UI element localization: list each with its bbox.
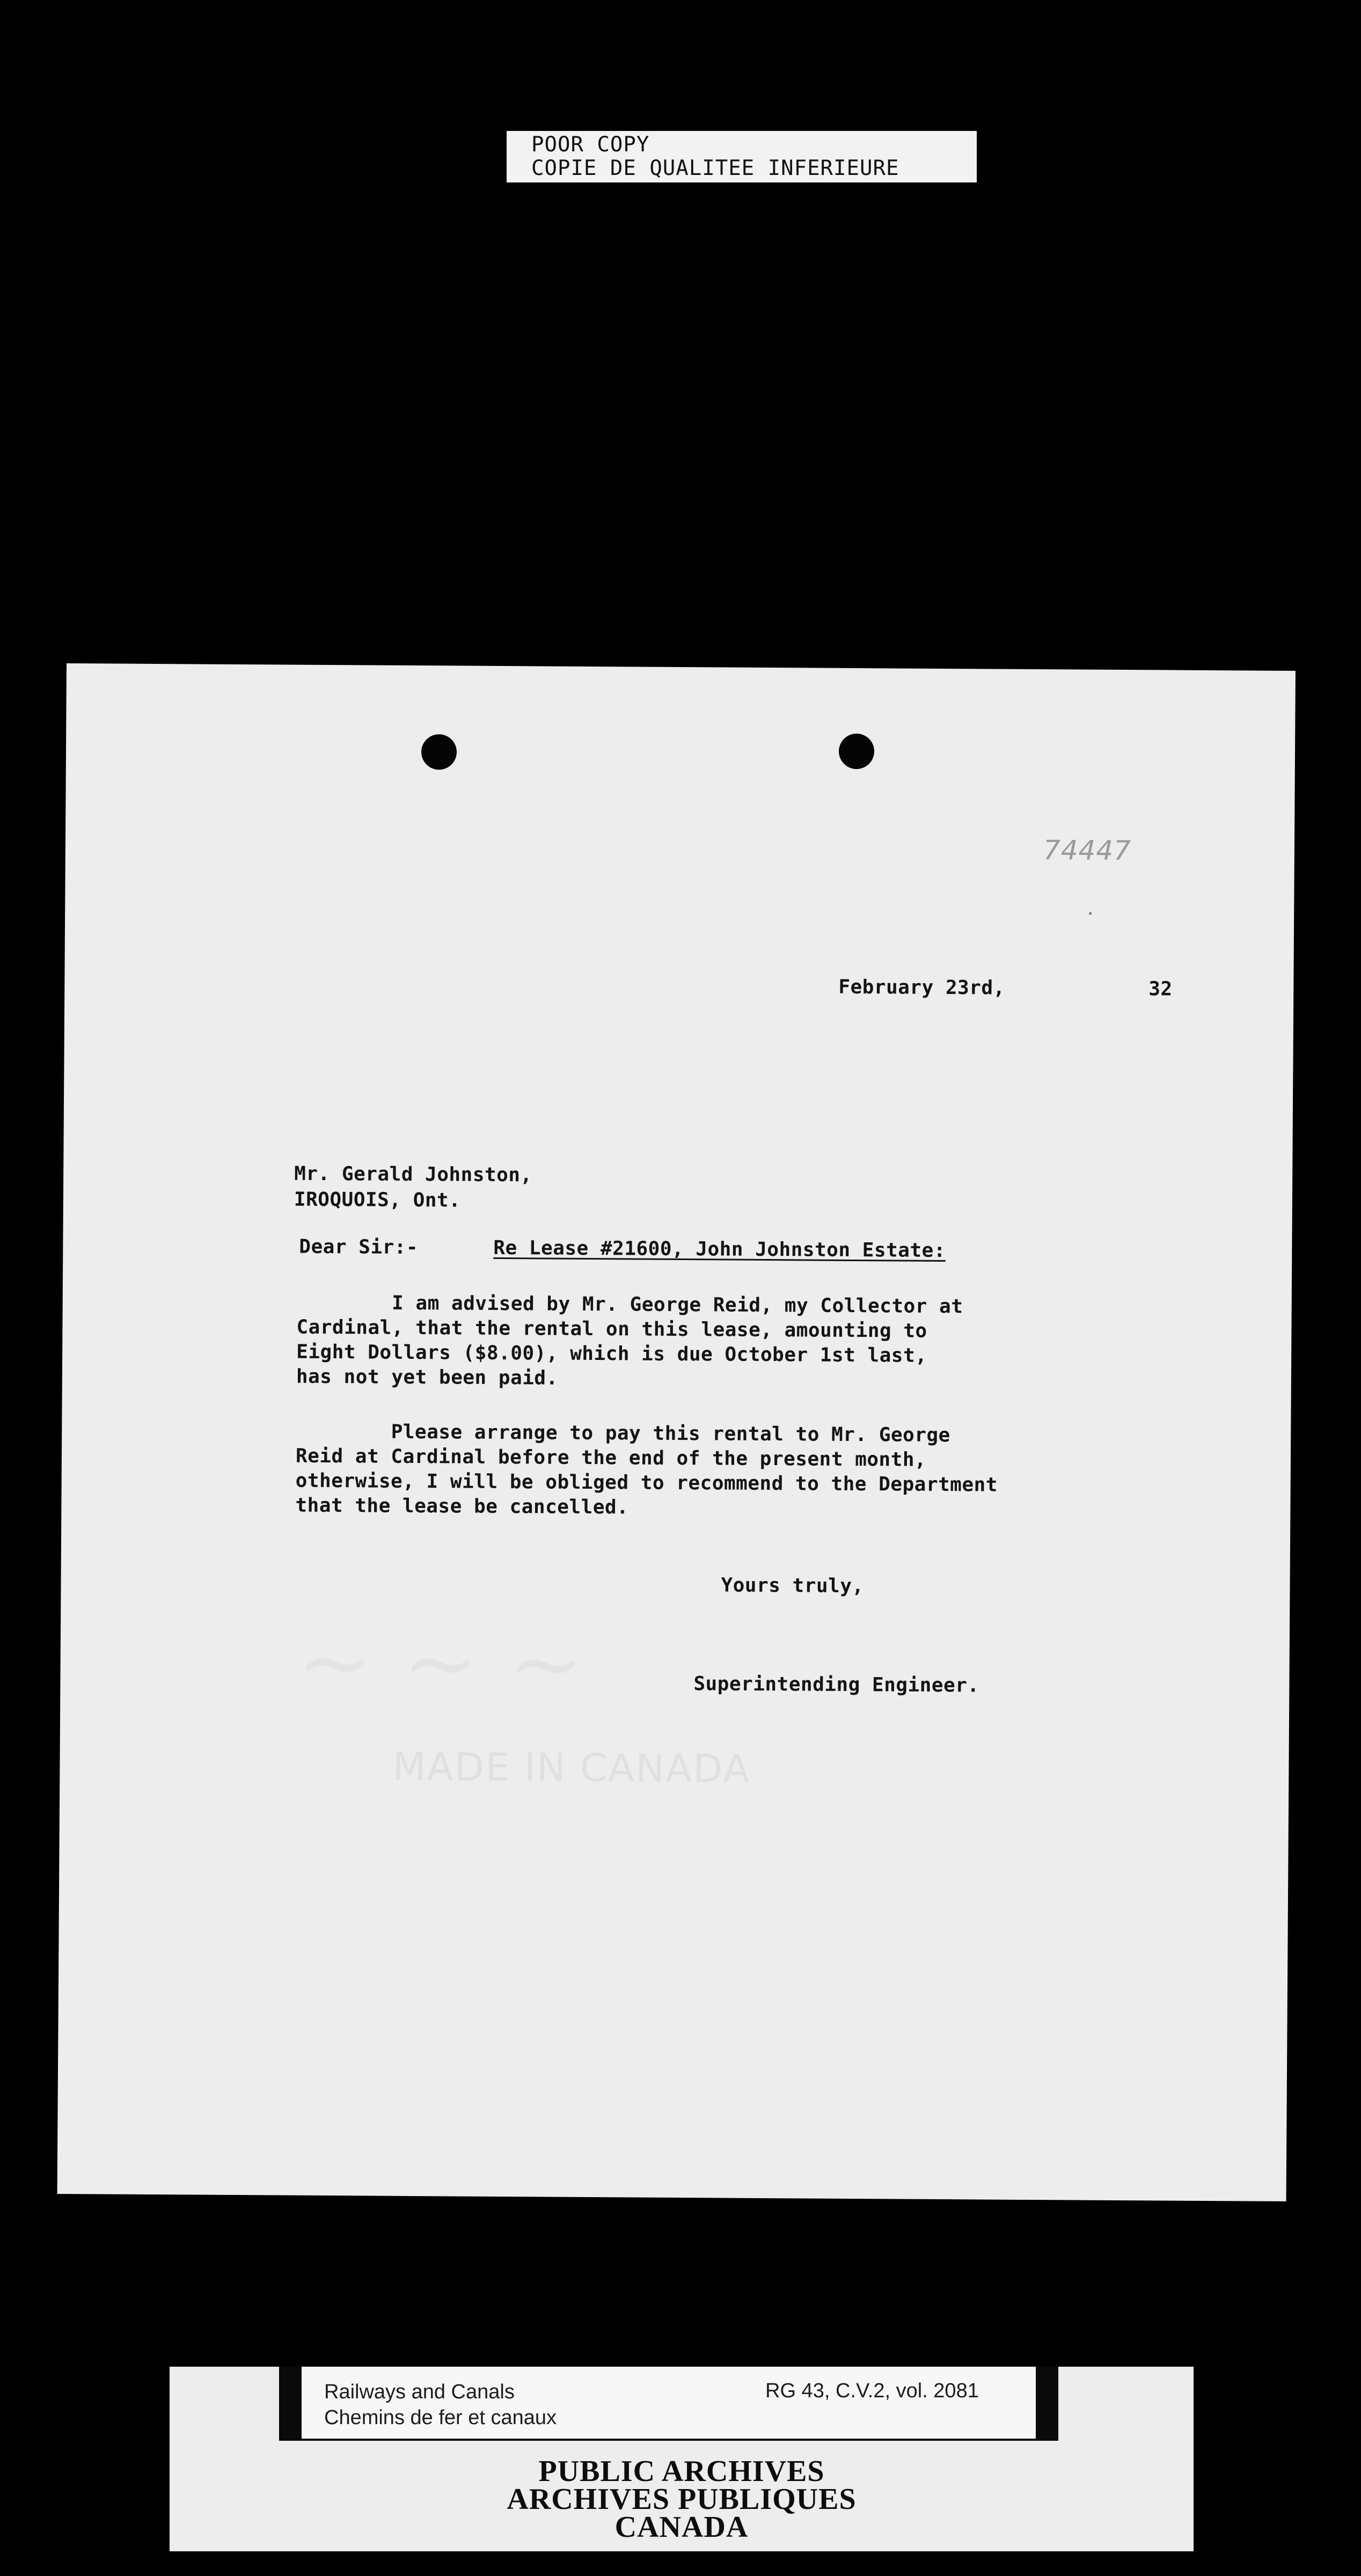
closing: Yours truly, <box>721 1574 864 1598</box>
punch-hole-left <box>421 734 457 770</box>
paragraph1-line: I am advised by Mr. George Reid, my Collector at <box>296 1291 963 1318</box>
paragraph2-line: Please arrange to pay this rental to Mr. George <box>296 1420 950 1447</box>
paragraph2-line: Reid at Cardinal before the end of the present month, <box>295 1445 927 1471</box>
handwritten-file-number: 74447 <box>1043 835 1132 867</box>
watermark-made-in-canada: MADE IN CANADA <box>392 1744 751 1791</box>
series-name-en: Railways and Canals <box>324 2381 515 2403</box>
recipient-location: IROQUOIS, Ont. <box>294 1188 461 1212</box>
stamp-line-fr: COPIE DE QUALITEE INFERIEURE <box>531 156 899 180</box>
paragraph1-line: Eight Dollars ($8.00), which is due October 1st last, <box>296 1341 927 1367</box>
subject-line: Re Lease #21600, John Johnston Estate: <box>493 1236 946 1262</box>
paragraph2-line: that the lease be cancelled. <box>295 1494 629 1519</box>
archive-label-card <box>170 2367 1194 2551</box>
stamp-line-en: POOR COPY <box>531 133 650 157</box>
signature-title: Superintending Engineer. <box>693 1673 979 1697</box>
archive-title-fr: ARCHIVES PUBLIQUES <box>507 2483 857 2516</box>
letter-date: February 23rd, <box>838 976 1005 999</box>
salutation: Dear Sir:- <box>299 1235 419 1259</box>
archive-title-en: PUBLIC ARCHIVES <box>538 2455 825 2488</box>
paragraph1-line: Cardinal, that the rental on this lease, amounting to <box>296 1316 927 1342</box>
paragraph2-line: otherwise, I will be obliged to recommend to the Department <box>295 1469 998 1496</box>
poor-copy-stamp <box>507 131 977 182</box>
recipient-name: Mr. Gerald Johnston, <box>294 1162 532 1187</box>
paper-speck <box>1089 912 1092 915</box>
archive-title-country: CANADA <box>614 2511 749 2544</box>
archive-reference: RG 43, C.V.2, vol. 2081 <box>765 2380 979 2402</box>
paragraph1-line: has not yet been paid. <box>296 1365 558 1389</box>
letter-sheet <box>57 663 1296 2201</box>
letter-year: 32 <box>1148 978 1173 1000</box>
series-name-fr: Chemins de fer et canaux <box>324 2406 557 2429</box>
punch-hole-right <box>839 734 874 769</box>
watermark-signature <box>296 1609 584 1717</box>
